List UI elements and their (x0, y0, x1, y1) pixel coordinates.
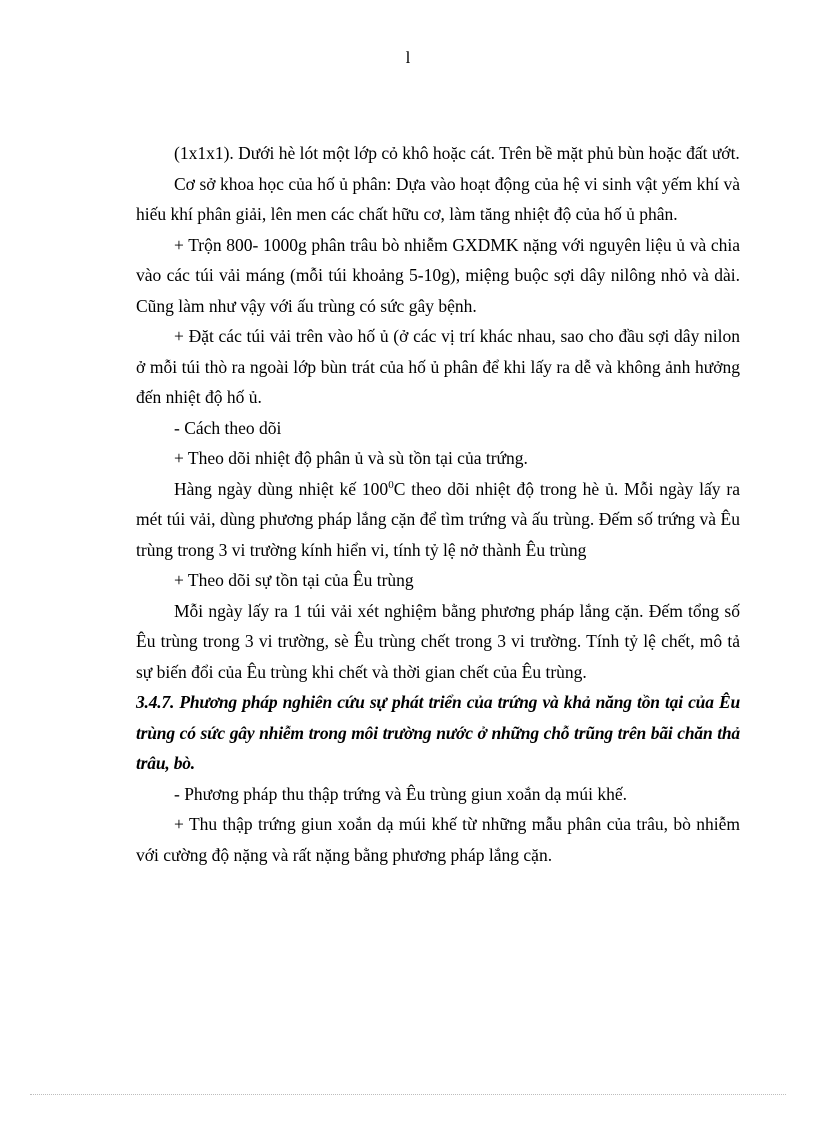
document-body (136, 138, 740, 870)
paragraph-mixing-step: + Trộn 800- 1000g phân trâu bò nhiễm GXDMK nặng với nguyên liệu ủ và chia vào các túi vải máng (mỗi túi khoảng 5-10g), miệng buộc sợi dây nilông nhỏ và dài. Cũng làm như vậy với ấu trùng có sức gây bệnh. (136, 234, 740, 316)
paragraph-monitoring-title: - Cách theo dõi (174, 417, 282, 438)
degree-superscript: 0 (388, 478, 394, 491)
paragraph-collection-method: - Phương pháp thu thập trứng và Êu trùng giun xoắn dạ múi khế. (174, 783, 628, 804)
paragraph-collect-eggs: + Thu thập trứng giun xoắn dạ múi khế từ những mẫu phân của trâu, bò nhiễm với cường độ nặng và rất nặng bằng phương pháp lắng cặn. (136, 814, 740, 865)
paragraph-daily-thermometer (136, 474, 740, 566)
paragraph-monitor-larvae: + Theo dõi sự tồn tại của Êu trùng (174, 570, 414, 590)
paragraph-placing-bags: + Đặt các túi vải trên vào hố ủ (ở các vị trí khác nhau, sao cho đầu sợi dây nilon ở mỗi túi thò ra ngoài lớp bùn trát của hố ủ phân để khi lấy ra dễ và không ảnh hưởng đến nhiệt độ hố ủ. (136, 326, 740, 407)
page-number: l (405, 48, 411, 67)
footer-divider (30, 1094, 786, 1095)
daily-thermometer-text-a: Hàng ngày dùng nhiệt kế 100 (174, 478, 389, 499)
paragraph-daily-sampling: Mỗi ngày lấy ra 1 túi vải xét nghiệm bằng phương pháp lắng cặn. Đếm tổng số Êu trùng trong 3 vi trường, sè Êu trùng chết trong 3 vi trường. Tính tỷ lệ chết, mô tả sự biến đổi của Êu trùng khi chết và thời gian chết của Êu trùng. (136, 600, 740, 682)
paragraph-pit-lining: (1x1x1). Dưới hè lót một lớp cỏ khô hoặc cát. Trên bề mặt phủ bùn hoặc đất ướt. (174, 143, 740, 163)
section-heading-3-4-7: 3.4.7. Phương pháp nghiên cứu sự phát triển của trứng và khả năng tồn tại của Êu trùng có sức gây nhiễm trong môi trường nước ở những chỗ trũng trên bãi chăn thả trâu, bò. (136, 692, 740, 773)
paragraph-scientific-basis: Cơ sở khoa học của hố ủ phân: Dựa vào hoạt động của hệ vi sinh vật yếm khí và hiếu khí phân giải, lên men các chất hữu cơ, làm tăng nhiệt độ của hố ủ phân. (136, 173, 740, 224)
daily-thermometer-text-b: C theo dõi nhiệt độ trong hè ủ. Mỗi ngày lấy ra mét túi vải, dùng phương pháp lắng cặn để tìm trứng và ấu trùng. Đếm số trứng và Êu trùng trong 3 vi trường kính hiển vi, tính tỷ lệ nở thành Êu trùng (136, 478, 740, 560)
paragraph-monitor-temperature: + Theo dõi nhiệt độ phân ủ và sù tồn tại của trứng. (174, 448, 528, 468)
